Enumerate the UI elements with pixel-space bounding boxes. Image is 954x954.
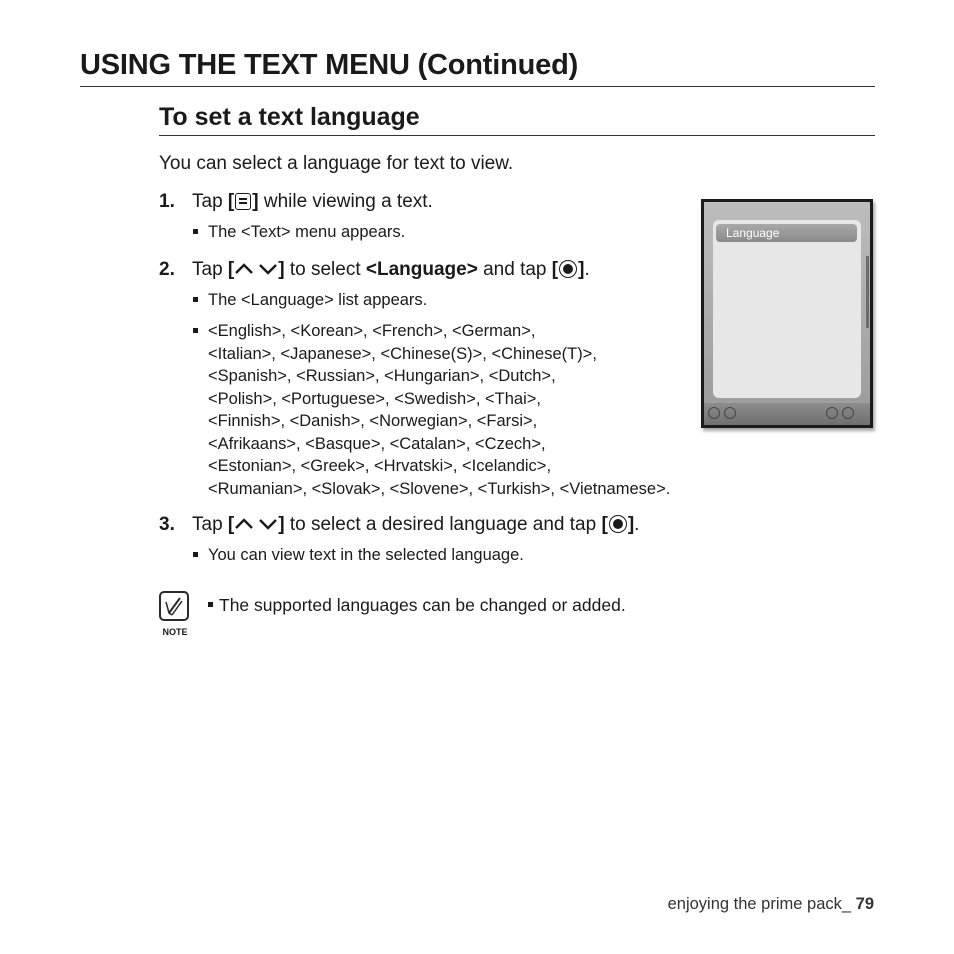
scrollbar [866,256,869,328]
language-list-line: <English>, <Korean>, <French>, <German>, [208,322,536,340]
page-number: 79 [855,895,874,913]
step-1: 1. Tap [ ] while viewing a text. [159,191,433,212]
language-menu-item: Language [716,224,857,242]
language-list-line: <Estonian>, <Greek>, <Hrvatski>, <Icelandic>, [208,457,552,475]
step-3-bullet: You can view text in the selected language. [208,544,524,567]
step-1-number: 1. [159,191,175,212]
language-menu-panel [713,220,861,398]
step-2-number: 2. [159,259,175,280]
page-title: USING THE TEXT MENU (Continued) [80,49,579,81]
page-footer [668,895,874,914]
note-text: The supported languages can be changed or added. [208,594,626,616]
language-list-line: <Spanish>, <Russian>, <Hungarian>, <Dutch>, [208,367,556,385]
step-3: 3. Tap [ ] to select a desired language and tap [ ]. [159,514,640,535]
bullet-marker [193,229,198,234]
up-down-arrows-icon [234,517,278,531]
language-menu-item-label: <Language> [365,259,478,280]
language-list-line: <Italian>, <Japanese>, <Chinese(S)>, <Chinese(T)>, [208,344,597,363]
device-bottom-bar [704,403,870,425]
device-screen [704,202,870,425]
bullet-marker [208,602,213,607]
bullet-marker [193,297,198,302]
section-divider [159,135,875,136]
step-2: 2. Tap [ ] to select <Language> and tap [ ]. [159,259,590,280]
bullet-marker [193,328,198,333]
note-label: NOTE [162,627,188,637]
back-icon [708,407,720,419]
up-down-arrows-icon [234,262,278,276]
title-divider [80,86,875,87]
select-button-icon [559,260,577,278]
step-1-bullet: The <Text> menu appears. [208,221,405,244]
footer-section: enjoying the prime pack_ [667,895,856,913]
device-screenshot [701,199,873,428]
language-list-line: <Rumanian>, <Slovak>, <Slovene>, <Turkish>, <Vietnamese>. [208,479,671,498]
language-list [208,320,670,500]
note-pencil-icon [159,591,189,621]
language-list-line: <Afrikaans>, <Basque>, <Catalan>, <Czech>, [208,434,546,453]
status-icon [826,407,838,419]
step-3-number: 3. [159,514,175,535]
step-2-bullet-1: The <Language> list appears. [208,289,427,312]
section-title: To set a text language [159,103,420,131]
status-icon [724,407,736,419]
language-list-line: <Polish>, <Portuguese>, <Swedish>, <Thai>, [208,389,541,408]
intro-text: You can select a language for text to view. [159,153,514,174]
menu-key-icon [235,193,251,210]
select-button-icon [609,515,627,533]
status-icon [842,407,854,419]
bullet-marker [193,552,198,557]
language-list-line: <Finnish>, <Danish>, <Norwegian>, <Farsi>, [208,412,538,430]
